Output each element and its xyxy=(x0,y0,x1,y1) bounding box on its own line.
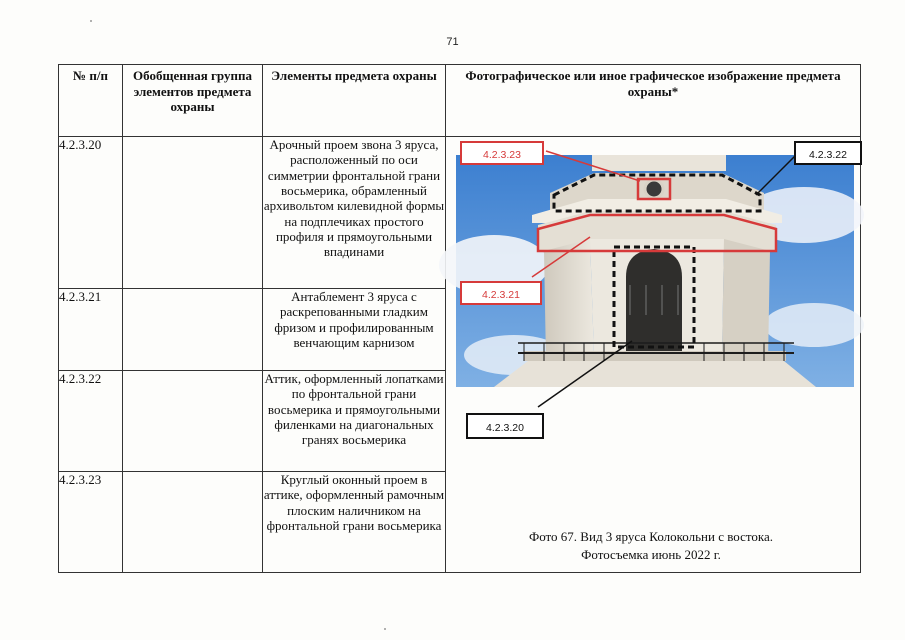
scan-speck xyxy=(90,20,92,22)
protection-table xyxy=(58,64,861,573)
label-4-2-3-22: 4.2.3.22 xyxy=(794,141,862,165)
row-desc: Круглый оконный проем в аттике, оформленный рамочным плоским наличником на фронтальной грани восьмерика xyxy=(263,472,446,573)
label-4-2-3-23: 4.2.3.23 xyxy=(460,141,544,165)
row-desc: Арочный проем звона 3 яруса, расположенный по оси симметрии фронтальной грани восьмерика, обрамленный архивольтом килевидной формы на подплечиках простого профиля и прямоугольными впадинами xyxy=(263,137,446,289)
table-row xyxy=(59,137,861,289)
header-photo: Фотографическое или иное графическое изображение предмета охраны* xyxy=(446,65,861,137)
row-num: 4.2.3.22 xyxy=(59,371,123,472)
scan-speck xyxy=(384,628,386,630)
row-group xyxy=(123,137,263,289)
photo-cell xyxy=(446,137,861,573)
row-num: 4.2.3.20 xyxy=(59,137,123,289)
row-num: 4.2.3.23 xyxy=(59,472,123,573)
label-4-2-3-20: 4.2.3.20 xyxy=(466,413,544,439)
row-desc: Аттик, оформленный лопатками по фронтальной грани восьмерика и прямоугольными филенками на диагональных гранях восьмерика xyxy=(263,371,446,472)
page-number: 71 xyxy=(446,36,459,48)
caption-line-1: Фото 67. Вид 3 яруса Колокольни с востока. xyxy=(528,529,774,544)
header-row xyxy=(59,65,861,137)
caption-line-2: Фотосъемка июнь 2022 г. xyxy=(581,546,721,562)
label-4-2-3-21: 4.2.3.21 xyxy=(460,281,542,305)
row-group xyxy=(123,289,263,371)
row-desc: Антаблемент 3 яруса с раскрепованными гладким фризом и профилированным венчающим карнизом xyxy=(263,289,446,371)
arch-opening xyxy=(626,249,682,351)
header-num: № п/п xyxy=(59,65,123,137)
round-window xyxy=(645,180,663,198)
tower-illustration xyxy=(454,155,856,387)
header-elements: Элементы предмета охраны xyxy=(263,65,446,137)
row-group xyxy=(123,472,263,573)
header-group: Обобщенная группа элементов предмета охраны xyxy=(123,65,263,137)
bell-tower-photo xyxy=(454,155,856,387)
row-group xyxy=(123,371,263,472)
photo-caption xyxy=(446,528,856,563)
row-num: 4.2.3.21 xyxy=(59,289,123,371)
